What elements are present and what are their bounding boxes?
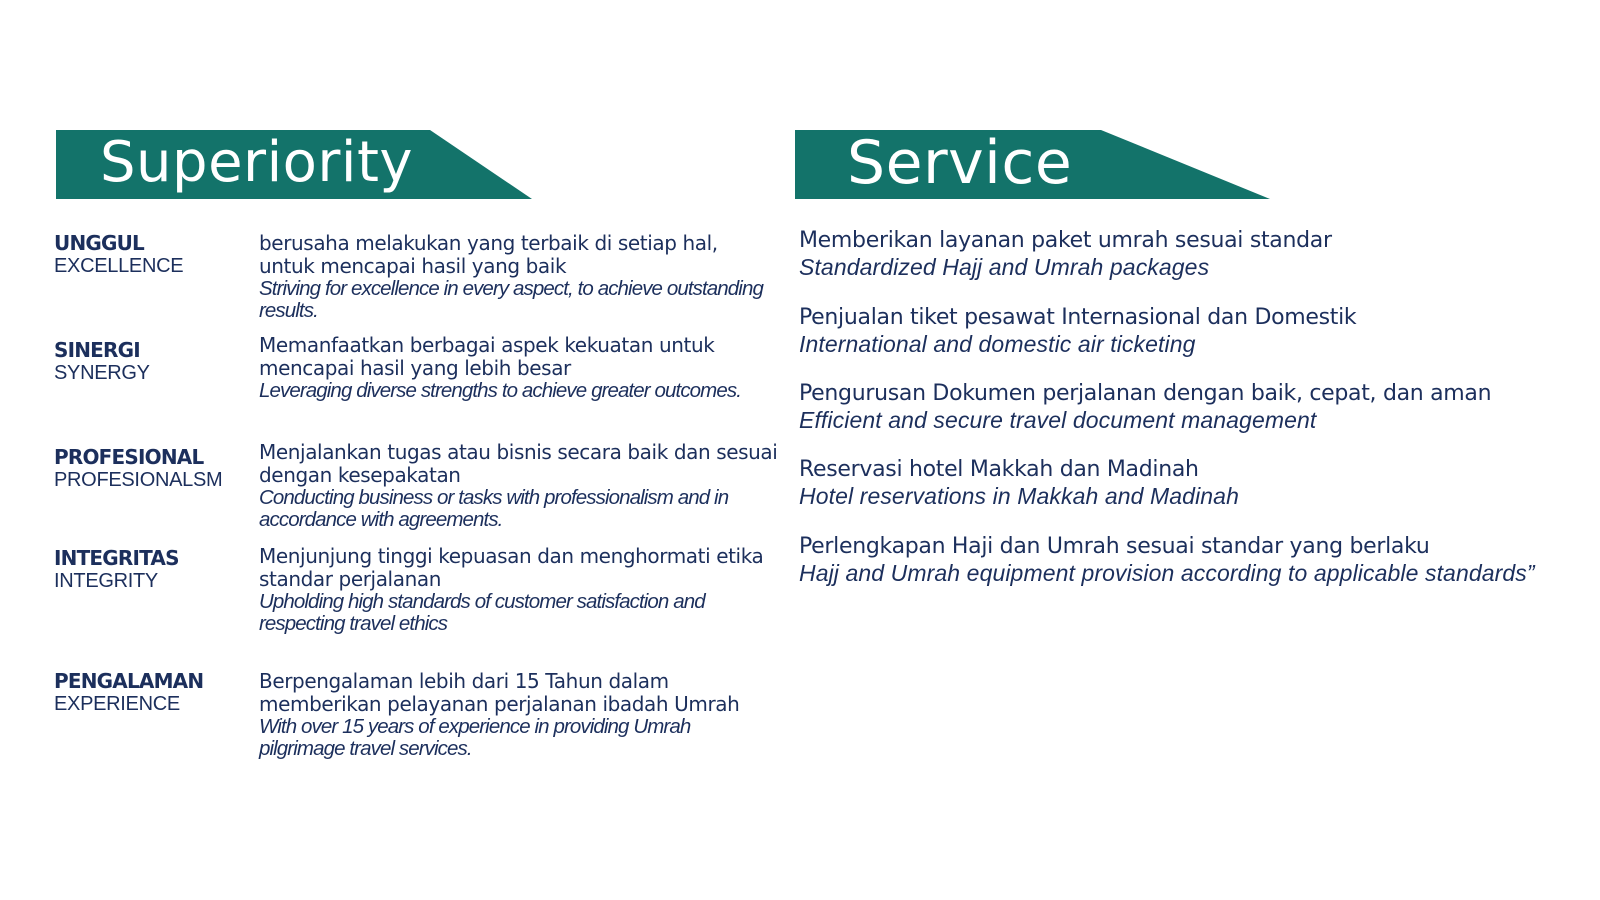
superiority-description	[259, 545, 779, 635]
superiority-description	[259, 334, 779, 402]
superiority-label: INTEGRITAS	[54, 546, 179, 570]
service-item-indonesian: Reservasi hotel Makkah dan Madinah	[799, 457, 1199, 482]
superiority-label: PENGALAMAN	[54, 669, 204, 693]
superiority-description-indonesian: Berpengalaman lebih dari 15 Tahun dalam memberikan pelayanan perjalanan ibadah Umrah	[259, 669, 740, 716]
superiority-description-indonesian: Memanfaatkan berbagai aspek kekuatan untuk mencapai hasil yang lebih besar	[259, 333, 715, 380]
service-item-indonesian: Memberikan layanan paket umrah sesuai standar	[799, 228, 1332, 253]
service-item	[799, 381, 1599, 433]
superiority-description-english: Conducting business or tasks with professionalism and in accordance with agreements.	[259, 486, 729, 531]
superiority-label: PROFESIONAL	[54, 445, 204, 469]
superiority-description	[259, 441, 779, 531]
superiority-description-indonesian: Menjalankan tugas atau bisnis secara baik dan sesuai dengan kesepakatan	[259, 440, 778, 487]
service-item-english: Standardized Hajj and Umrah packages	[799, 254, 1210, 280]
superiority-description-english: Striving for excellence in every aspect, to achieve outstanding results.	[259, 277, 763, 322]
superiority-description-indonesian: Menjunjung tinggi kepuasan dan menghormati etika standar perjalanan	[259, 544, 764, 591]
superiority-label-english: EXCELLENCE	[54, 255, 184, 277]
superiority-description-english: Leveraging diverse strengths to achieve greater outcomes.	[259, 379, 742, 402]
superiority-label-english: EXPERIENCE	[54, 693, 180, 715]
superiority-description-english: With over 15 years of experience in providing Umrah pilgrimage travel services.	[259, 715, 691, 760]
superiority-description-english: Upholding high standards of customer satisfaction and respecting travel ethics	[259, 590, 705, 635]
superiority-description	[259, 232, 779, 322]
service-item-english: Efficient and secure travel document management	[799, 407, 1317, 433]
superiority-label: UNGGUL	[54, 231, 144, 255]
superiority-label-english: INTEGRITY	[54, 570, 158, 592]
superiority-description	[259, 670, 779, 760]
superiority-label: SINERGI	[54, 338, 140, 362]
service-item-indonesian: Pengurusan Dokumen perjalanan dengan baik, cepat, dan aman	[799, 381, 1492, 406]
superiority-title: Superiority	[100, 130, 414, 195]
service-item	[799, 457, 1599, 509]
service-item-indonesian: Penjualan tiket pesawat Internasional dan Domestik	[799, 305, 1357, 330]
superiority-label-english: SYNERGY	[54, 362, 150, 384]
service-title: Service	[847, 128, 1073, 198]
service-item	[799, 305, 1599, 357]
superiority-label-english: PROFESIONALSM	[54, 469, 223, 491]
service-item	[799, 534, 1599, 586]
service-item	[799, 228, 1599, 280]
superiority-banner	[56, 130, 532, 199]
service-item-english: Hotel reservations in Makkah and Madinah	[799, 483, 1239, 509]
service-item-indonesian: Perlengkapan Haji dan Umrah sesuai standar yang berlaku	[799, 534, 1430, 559]
service-banner	[795, 130, 1270, 199]
service-item-english: International and domestic air ticketing	[799, 331, 1196, 357]
superiority-description-indonesian: berusaha melakukan yang terbaik di setiap hal, untuk mencapai hasil yang baik	[259, 231, 718, 278]
service-item-english: Hajj and Umrah equipment provision according to applicable standards”	[799, 560, 1535, 586]
